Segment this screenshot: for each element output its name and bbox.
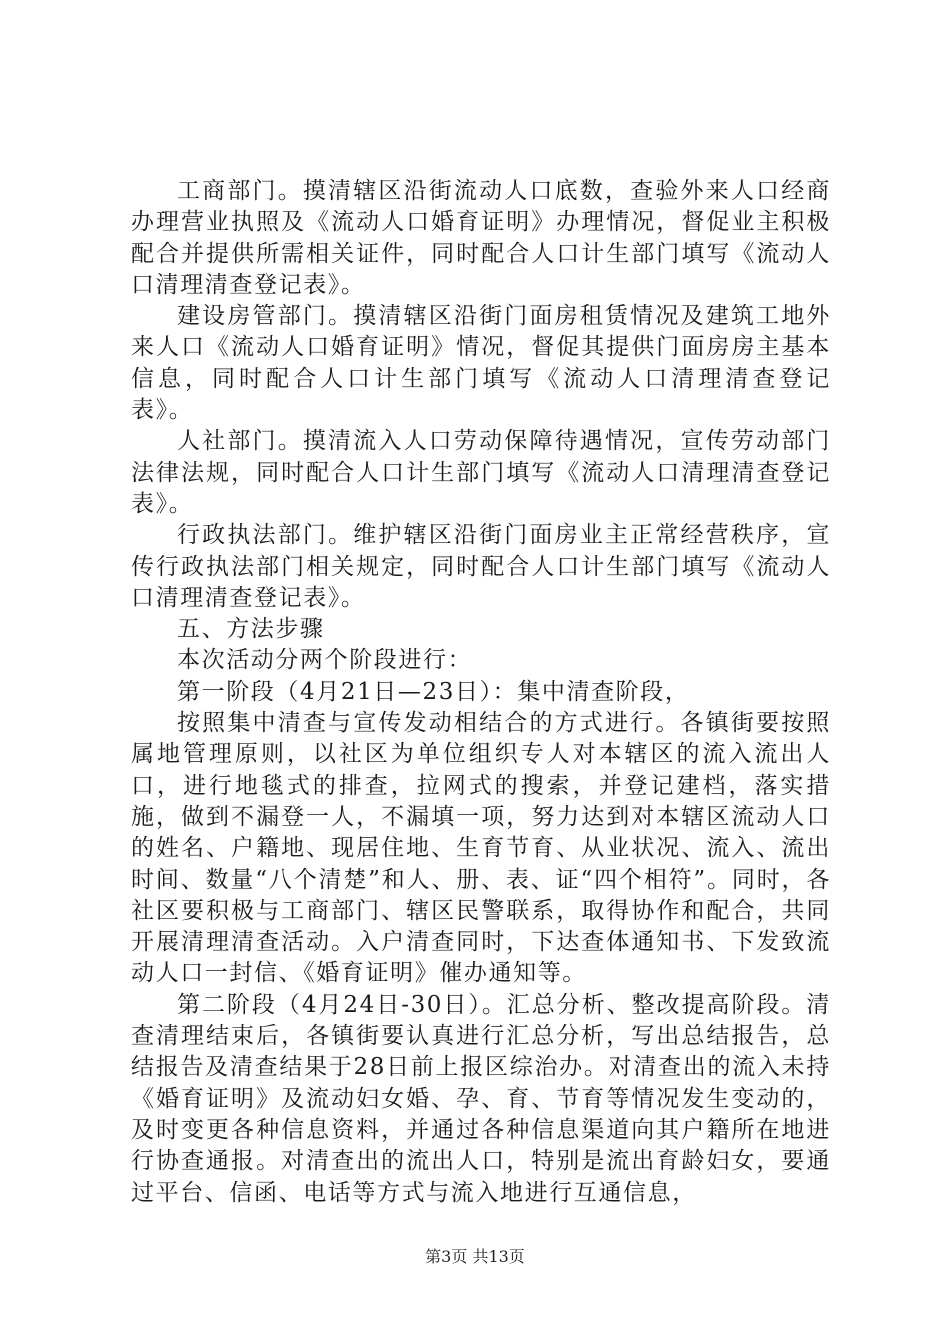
paragraph-stage-one-title: 第一阶段（4月21日—23日）：集中清查阶段， bbox=[177, 678, 690, 705]
paragraph-business-dept: 工商部门。摸清辖区沿街流动人口底数，查验外来人口经商办理营业执照及《流动人口婚育证明》办理情况，督促业主积极配合并提供所需相关证件，同时配合人口计生部门填写《流动人口清理清查登记表》。 bbox=[131, 178, 831, 298]
paragraph-two-stages: 本次活动分两个阶段进行： bbox=[177, 647, 473, 674]
document-body bbox=[131, 176, 831, 1209]
paragraph-law-enforcement-dept: 行政执法部门。维护辖区沿街门面房业主正常经营秩序，宣传行政执法部门相关规定，同时配合人口计生部门填写《流动人口清理清查登记表》。 bbox=[131, 522, 831, 611]
paragraph-housing-dept: 建设房管部门。摸清辖区沿街门面房租赁情况及建筑工地外来人口《流动人口婚育证明》情况，督促其提供门面房房主基本信息，同时配合人口计生部门填写《流动人口清理清查登记表》。 bbox=[131, 303, 831, 424]
paragraph-stage-one-body: 按照集中清查与宣传发动相结合的方式进行。各镇街要按照属地管理原则，以社区为单位组织专人对本辖区的流入流出人口，进行地毯式的排查，拉网式的搜索，并登记建档，落实措施，做到不漏登一人，不漏填一项，努力达到对本辖区流动人口的姓名、户籍地、现居住地、生育节育、从业状况、流入、流出时间、数量“八个清楚”和人、册、表、证“四个相符”。同时，各社区要积极与工商部门、辖区民警联系，取得协作和配合，共同开展清理清查活动。入户清查同时，下达查体通知书、下发致流动人口一封信、《婚育证明》催办通知等。 bbox=[131, 710, 831, 987]
page-footer: 第3页 共13页 bbox=[425, 1247, 525, 1266]
paragraph-stage-two: 第二阶段（4月24日-30日）。汇总分析、整改提高阶段。清查清理结束后，各镇街要认真进行汇总分析，写出总结报告，总结报告及清查结果于28日前上报区综治办。对清查出的流入未持《婚育证明》及流动妇女婚、孕、育、节育等情况发生变动的，及时变更各种信息资料，并通过各种信息渠道向其户籍所在地进行协查通报。对清查出的流出人口，特别是流出育龄妇女，要通过平台、信函、电话等方式与流入地进行互通信息， bbox=[131, 991, 831, 1206]
paragraph-hr-dept: 人社部门。摸清流入人口劳动保障待遇情况，宣传劳动部门法律法规，同时配合人口计生部门填写《流动人口清理清查登记表》。 bbox=[131, 428, 831, 517]
section-heading-method-steps: 五、方法步骤 bbox=[177, 616, 325, 643]
